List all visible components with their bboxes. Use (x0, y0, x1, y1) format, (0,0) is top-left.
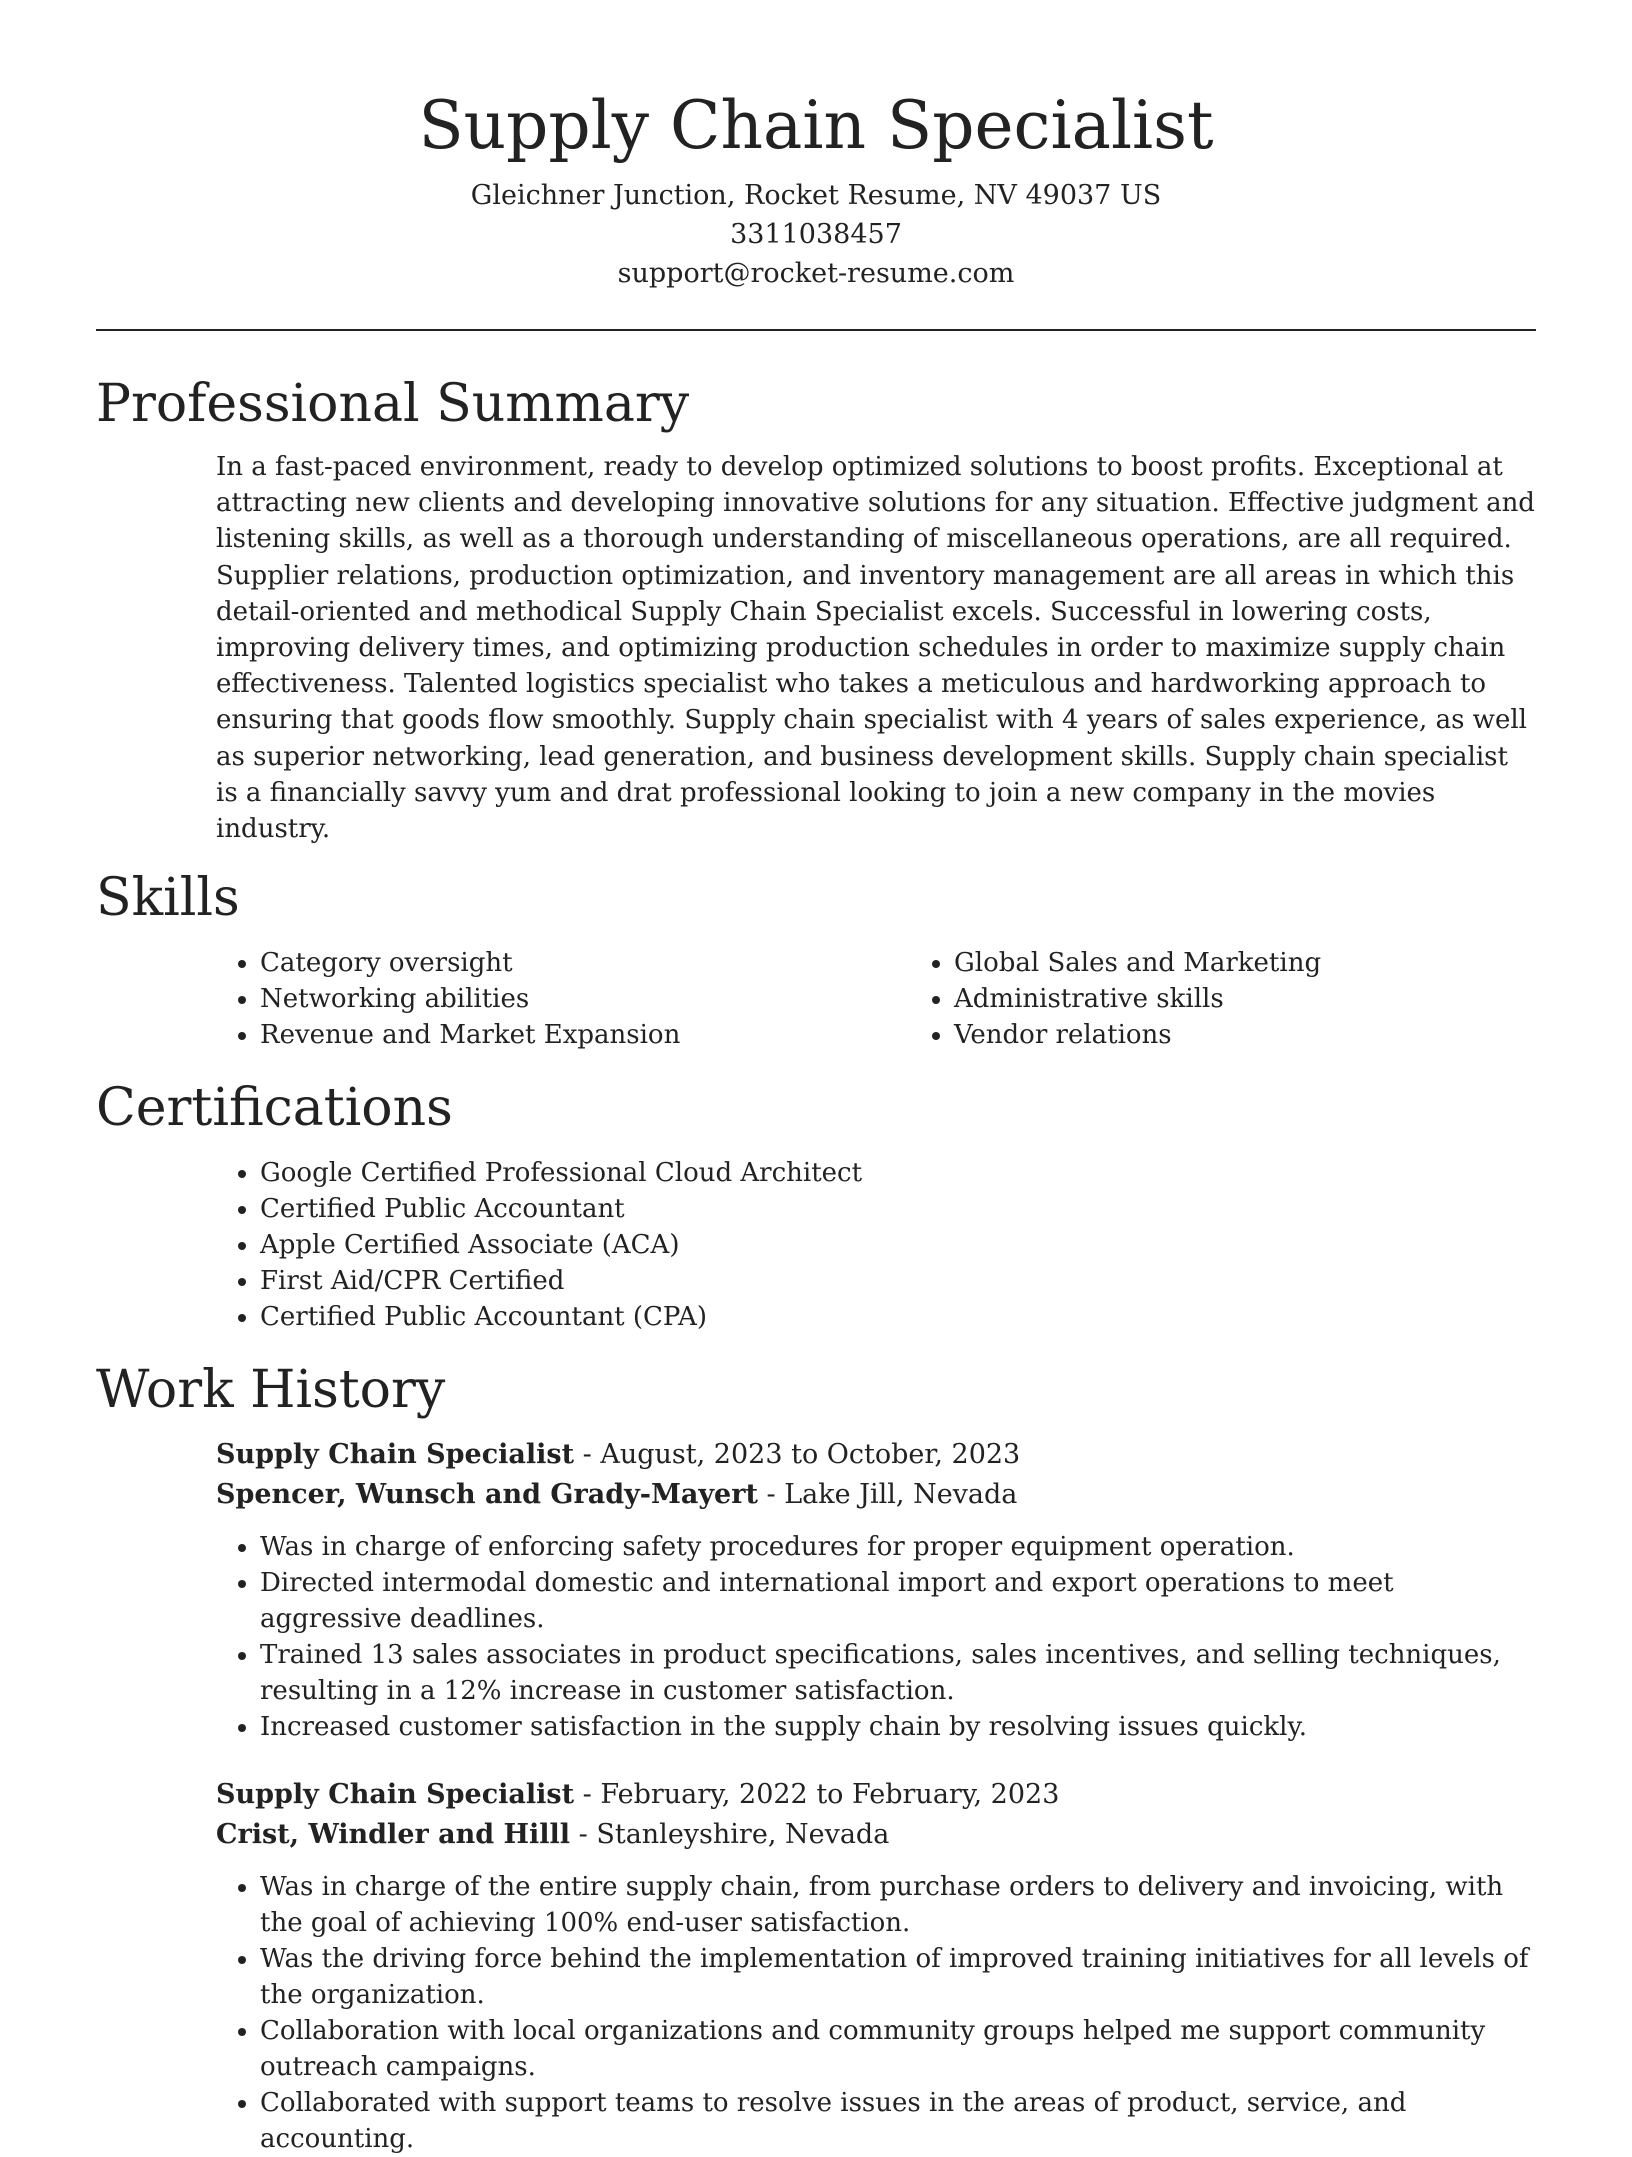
job-bullet: • Collaboration with local organizations and community groups helped me support community outreach campaigns. (260, 2013, 1536, 2085)
resume-name: Supply Chain Specialist (418, 87, 1214, 164)
skill-item: • Vendor relations (954, 1017, 1321, 1053)
job-heading (216, 1775, 1536, 1855)
job-bullet: • Was the driving force behind the implementation of improved training initiatives for all levels of the organization. (260, 1941, 1536, 2013)
header-divider (96, 329, 1536, 331)
certification-item: • Certified Public Accountant (260, 1191, 1536, 1227)
job-bullets (96, 1869, 1536, 2157)
job-bullet: • Was in charge of the entire supply chain, from purchase orders to delivery and invoicing, with the goal of achieving 100% end-user satisfaction. (260, 1869, 1536, 1941)
job-bullet: • Directed intermodal domestic and international import and export operations to meet aggressive deadlines. (260, 1565, 1536, 1637)
job-title: Supply Chain Specialist (216, 1439, 575, 1471)
contact-info (96, 176, 1536, 293)
certifications-title: Certifications (96, 1078, 453, 1139)
job-company-line (216, 1815, 1536, 1855)
job-dates: - August, 2023 to October, 2023 (574, 1439, 1021, 1471)
job-company: Crist, Windler and Hilll (216, 1819, 571, 1851)
skill-item: • Global Sales and Marketing (954, 945, 1321, 981)
resume-page (96, 0, 1536, 2157)
certification-item: • First Aid/CPR Certified (260, 1263, 1536, 1299)
summary-section (96, 371, 1536, 847)
phone: 3311038457 (730, 219, 902, 250)
skills-section (96, 865, 1536, 1053)
summary-text: In a fast-paced environment, ready to develop optimized solutions to boost profits. Exceptional at attracting new clients and developing innovative solutions for any situation. Effective judgment and listening skills, as well as a thorough understanding of miscellaneous operations, are all required. Supplier relations, production optimization, and inventory management are all areas in which this detail-oriented and methodical Supply Chain Specialist excels. Successful in lowering costs, improving delivery times, and optimizing production schedules in order to maximize supply chain effectiveness. Talented logistics specialist who takes a meticulous and hardworking approach to ensuring that goods flow smoothly. Supply chain specialist with 4 years of sales experience, as well as superior networking, lead generation, and business development skills. Supply chain specialist is a financially savvy yum and drat professional looking to join a new company in the movies industry. (216, 452, 1535, 845)
certification-item: • Apple Certified Associate (ACA) (260, 1227, 1536, 1263)
job-dates: - February, 2022 to February, 2023 (574, 1779, 1060, 1811)
skill-item: • Revenue and Market Expansion (260, 1017, 910, 1053)
job-bullet: • Increased customer satisfaction in the supply chain by resolving issues quickly. (260, 1709, 1536, 1745)
job-bullet: • Trained 13 sales associates in product specifications, sales incentives, and selling techniques, resulting in a 12% increase in customer satisfaction. (260, 1637, 1536, 1709)
job-company-line (216, 1475, 1536, 1515)
job-title: Supply Chain Specialist (216, 1779, 575, 1811)
skill-item: • Networking abilities (260, 981, 910, 1017)
work-history-title: Work History (96, 1360, 446, 1421)
address: Gleichner Junction, Rocket Resume, NV 49037 US (470, 180, 1162, 211)
certification-item: • Google Certified Professional Cloud Architect (260, 1155, 1536, 1191)
job-bullet: • Collaborated with support teams to resolve issues in the areas of product, service, and accounting. (260, 2085, 1536, 2157)
skill-item: • Category oversight (260, 945, 910, 981)
skills-title: Skills (96, 868, 240, 929)
job-title-line (216, 1435, 1536, 1475)
resume-header (96, 0, 1536, 293)
skills-columns (96, 945, 1536, 1053)
skills-list-right (910, 945, 1321, 1053)
certifications-section (96, 1075, 1536, 1335)
job-location: - Lake Jill, Nevada (757, 1479, 1018, 1511)
job-company: Spencer, Wunsch and Grady-Mayert (216, 1479, 758, 1511)
summary-title: Professional Summary (96, 374, 690, 434)
job-bullets (96, 1529, 1536, 1745)
job-bullet: • Was in charge of enforcing safety procedures for proper equipment operation. (260, 1529, 1536, 1565)
email: support@rocket-resume.com (617, 258, 1015, 289)
job-entry (96, 1435, 1536, 1745)
work-history-section (96, 1357, 1536, 2157)
job-title-line (216, 1775, 1536, 1815)
certification-item: • Certified Public Accountant (CPA) (260, 1299, 1536, 1335)
skill-item: • Administrative skills (954, 981, 1321, 1017)
job-location: - Stanleyshire, Nevada (570, 1819, 890, 1851)
certifications-list (96, 1155, 1536, 1335)
job-entry (96, 1775, 1536, 2157)
skills-list-left (96, 945, 910, 1053)
job-heading (216, 1435, 1536, 1515)
